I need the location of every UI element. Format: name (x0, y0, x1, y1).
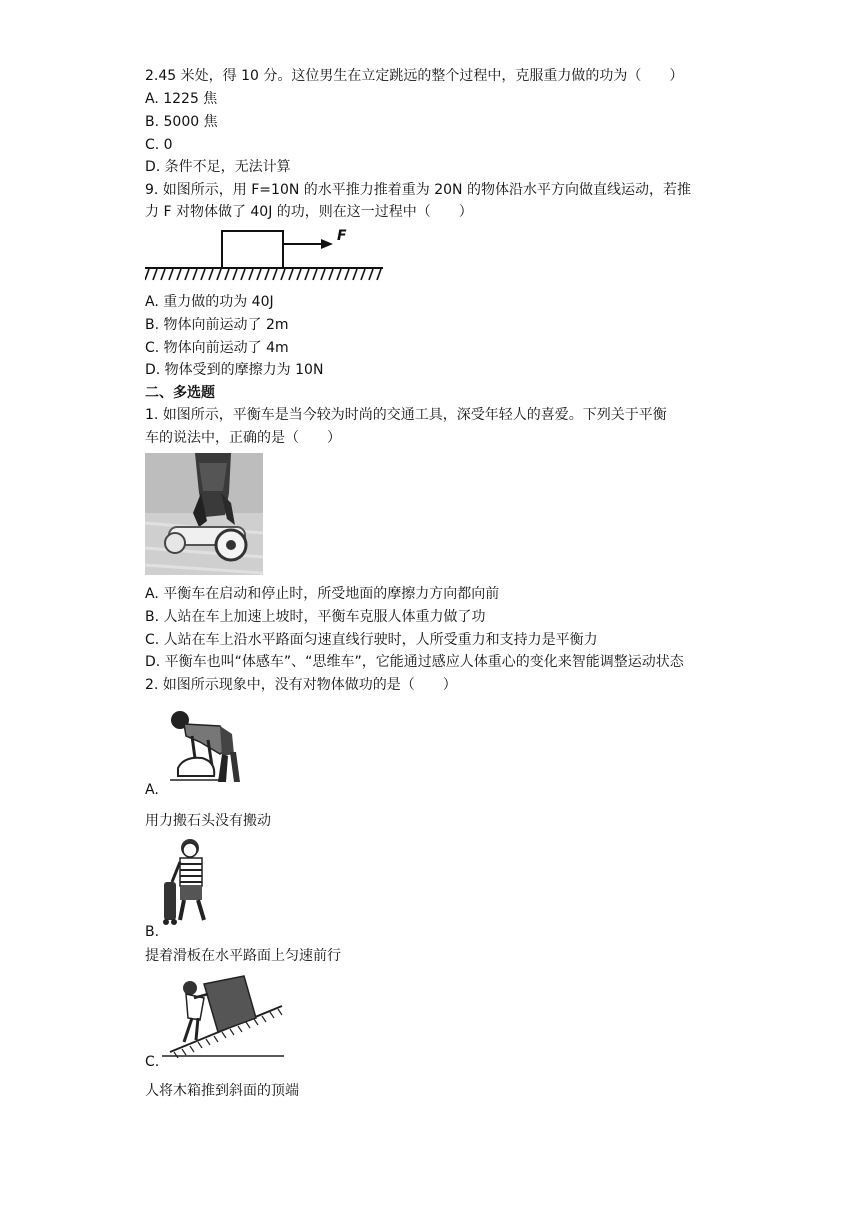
m1-option-c: C. 人站在车上沿水平路面匀速直线行驶时，人所受重力和支持力是平衡力 (145, 632, 598, 648)
q9-option-d: D. 物体受到的摩擦力为 10N (145, 362, 324, 378)
pushing-box-incline-figure (160, 972, 284, 1058)
m2-stem: 2. 如图所示现象中，没有对物体做功的是（ ） (145, 677, 457, 693)
q9-stem-line-1: 9. 如图所示，用 F=10N 的水平推力推着重为 20N 的物体沿水平方向做直线运动，若推 (145, 182, 691, 198)
q8-option-d: D. 条件不足，无法计算 (145, 159, 291, 175)
section-heading: 二、多选题 (145, 385, 215, 401)
m1-option-d: D. 平衡车也叫“体感车”、“思维车”，它能通过感应人体重心的变化来智能调整运动状态 (145, 654, 684, 670)
q8-option-b: B. 5000 焦 (145, 114, 218, 130)
q8-stem-line: 2.45 米处，得 10 分。这位男生在立定跳远的整个过程中，克服重力做的功为（ ） (145, 68, 684, 84)
m2-option-a-letter: A. (145, 782, 159, 798)
carrying-skateboard-figure (160, 836, 230, 928)
m1-stem-line-1: 1. 如图所示，平衡车是当今较为时尚的交通工具，深受年轻人的喜爱。下列关于平衡 (145, 407, 667, 423)
q8-option-c: C. 0 (145, 137, 173, 153)
force-label: F (337, 228, 347, 244)
m1-option-a: A. 平衡车在启动和停止时，所受地面的摩擦力方向都向前 (145, 586, 500, 602)
m1-stem-line-2: 车的说法中，正确的是（ ） (145, 430, 341, 446)
m2-option-c-letter: C. (145, 1054, 160, 1070)
m2-option-c-caption: 人将木箱推到斜面的顶端 (145, 1083, 299, 1099)
q9-stem-line-2: 力 F 对物体做了 40J 的功，则在这一过程中（ ） (145, 204, 473, 220)
q8-option-a: A. 1225 焦 (145, 91, 218, 107)
q9-option-b: B. 物体向前运动了 2m (145, 317, 289, 333)
m2-option-a-caption: 用力搬石头没有搬动 (145, 813, 271, 829)
q9-option-c: C. 物体向前运动了 4m (145, 340, 289, 356)
lifting-stone-figure (160, 704, 240, 784)
balance-scooter-photo (145, 453, 263, 575)
q9-option-a: A. 重力做的功为 40J (145, 294, 274, 310)
m2-option-b-letter: B. (145, 924, 160, 940)
q9-block-force-figure (145, 224, 385, 284)
m1-option-b: B. 人站在车上加速上坡时，平衡车克服人体重力做了功 (145, 609, 486, 625)
m2-option-b-caption: 提着滑板在水平路面上匀速前行 (145, 948, 341, 964)
